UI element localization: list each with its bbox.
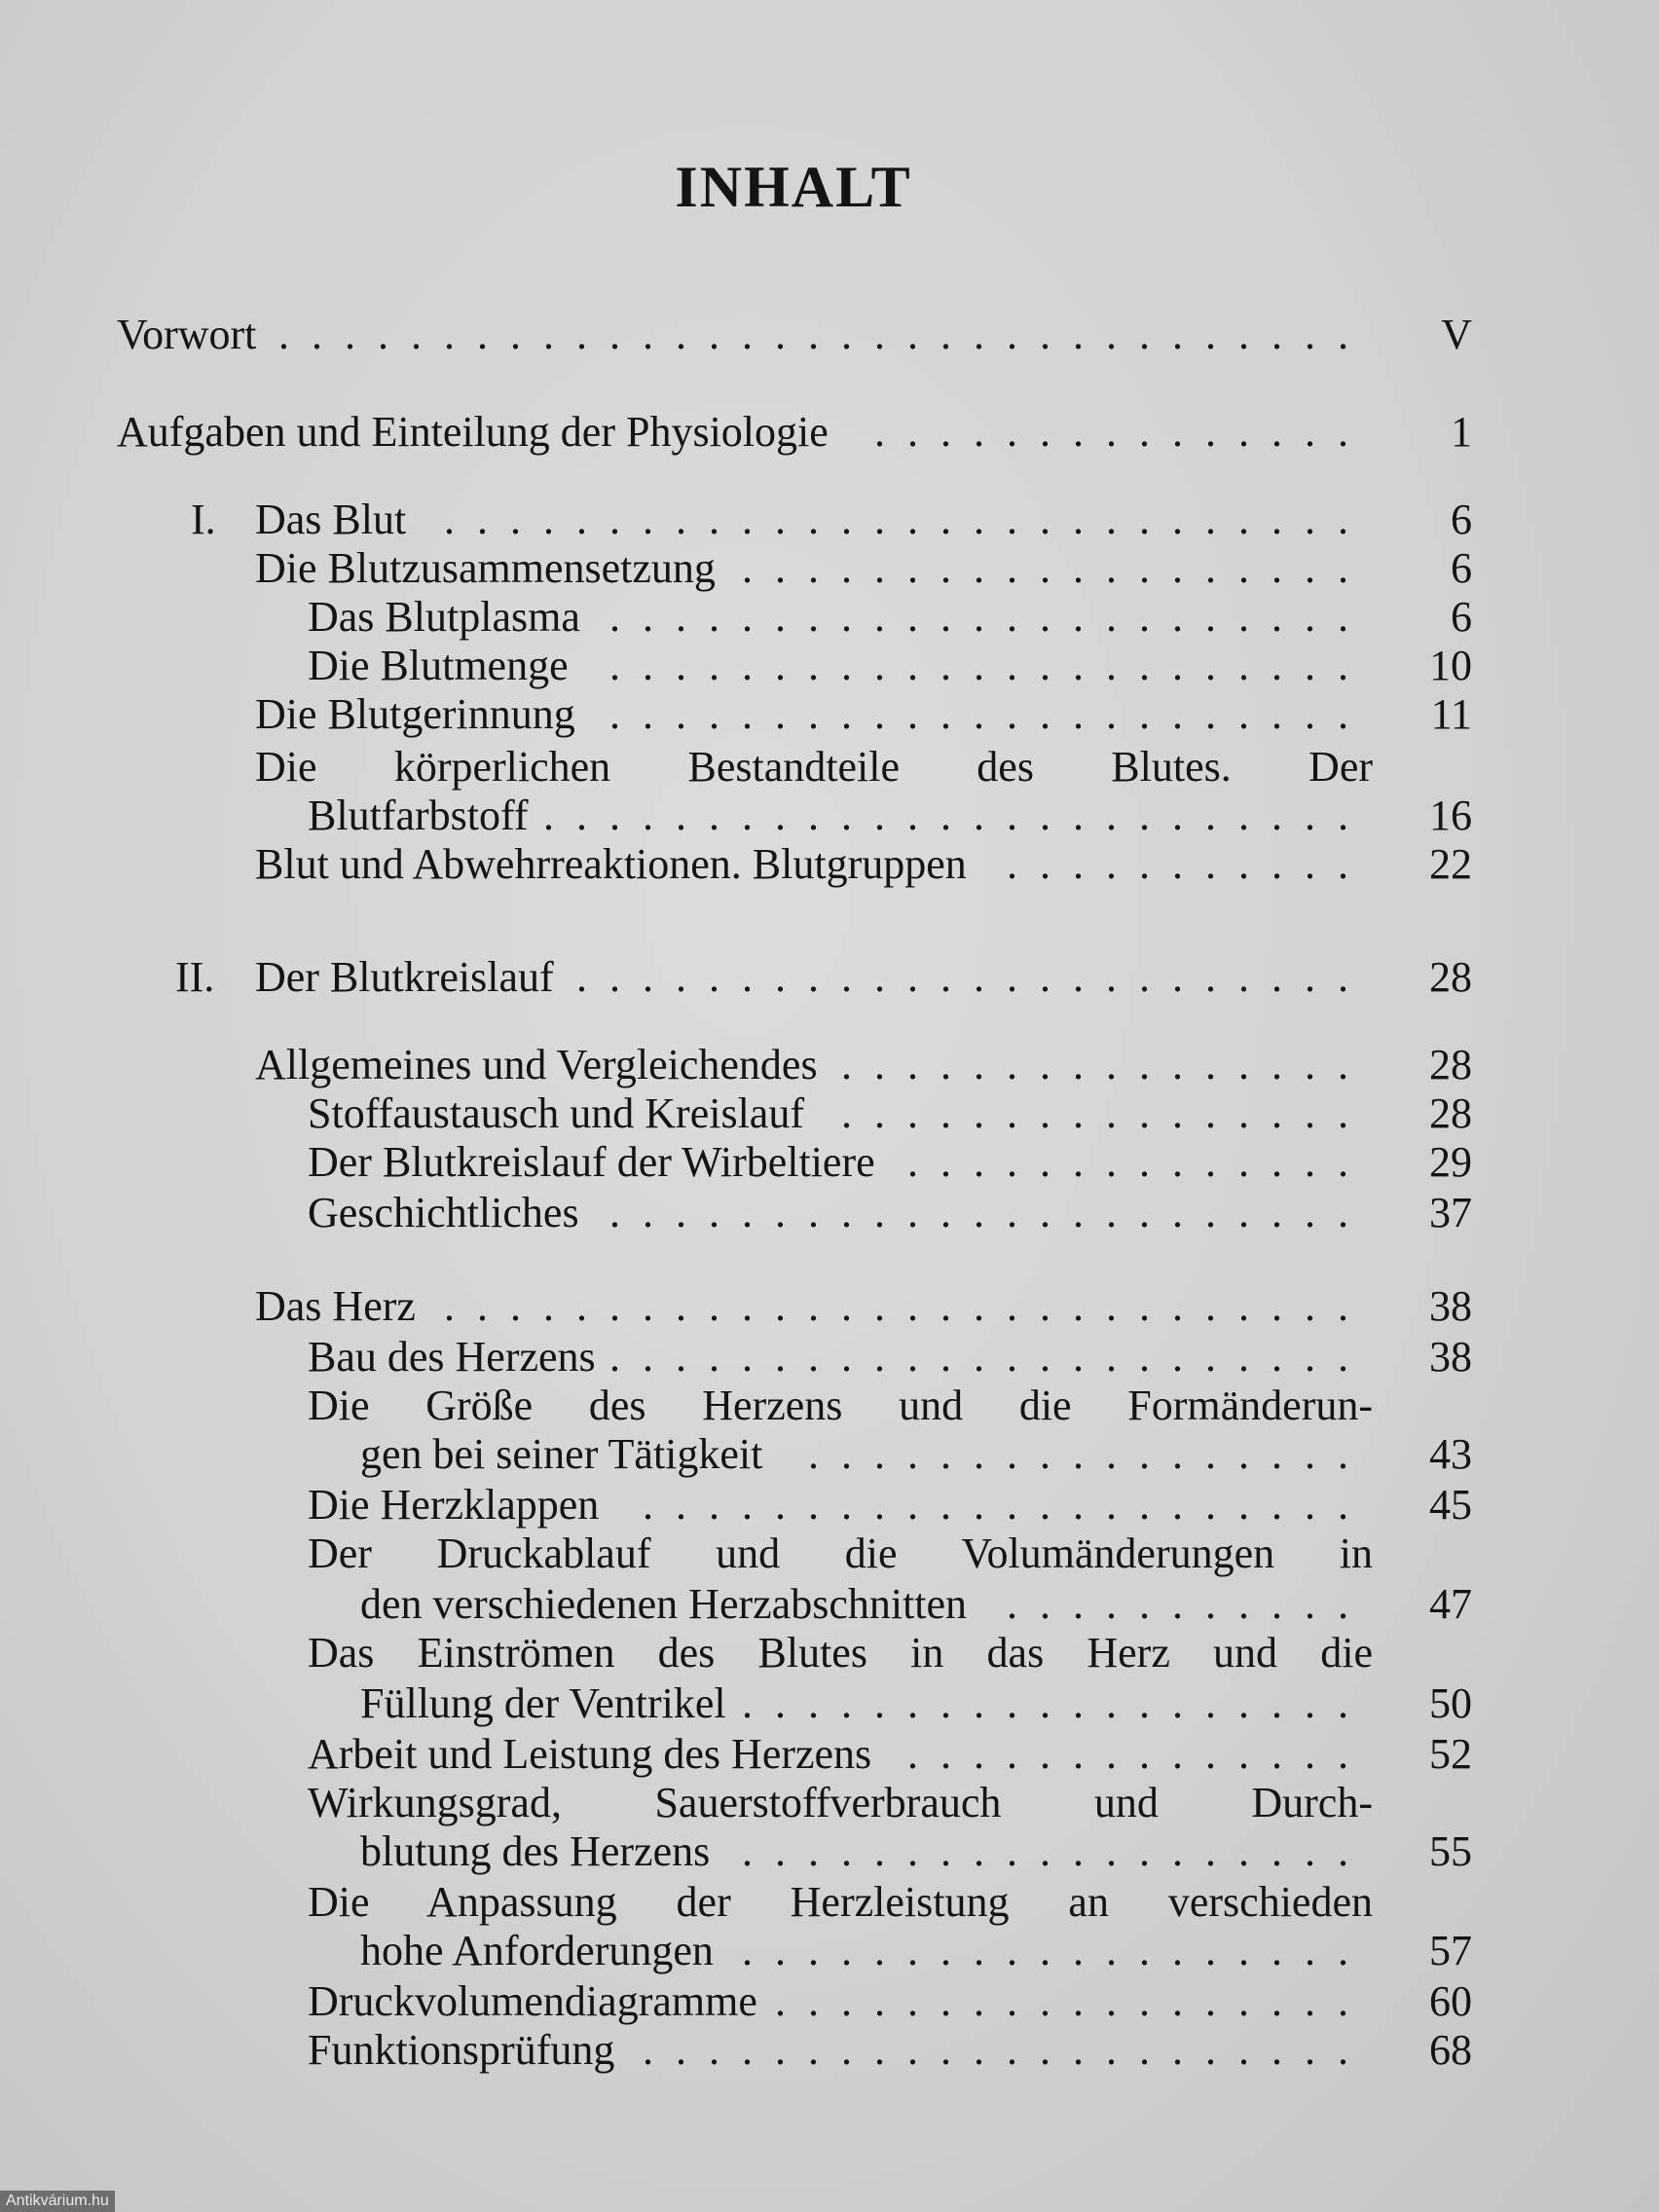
dot-leader: ................................. xyxy=(278,311,1371,358)
dot-leader: ........... xyxy=(1007,1580,1371,1628)
page-number: 22 xyxy=(1429,840,1472,888)
toc-entry-title: Vorwort xyxy=(117,311,257,358)
toc-entry xyxy=(0,1188,1659,1238)
toc-entry xyxy=(0,543,1659,594)
toc-entry xyxy=(0,1976,1659,2027)
page-number: 6 xyxy=(1451,496,1472,543)
toc-entry-title: Stoffaustausch und Kreislauf xyxy=(308,1089,804,1137)
dot-leader: ....................... xyxy=(609,1333,1371,1381)
toc-entry xyxy=(0,839,1659,890)
page-title: INHALT xyxy=(675,155,912,219)
toc-entry-title: Der Druckablauf und die Volumänderungen in xyxy=(308,1530,1373,1577)
dot-leader: ............................ xyxy=(444,496,1371,543)
dot-leader: ................... xyxy=(742,544,1371,592)
toc-entry-title: Blut und Abwehrreaktionen. Blutgruppen xyxy=(255,840,967,888)
toc-entry xyxy=(0,689,1659,740)
toc-entry-title: Das Blutplasma xyxy=(308,593,580,641)
dot-leader: ................... xyxy=(742,1679,1371,1727)
page-number: 47 xyxy=(1429,1580,1472,1628)
page-number: 45 xyxy=(1429,1481,1472,1529)
dot-leader: ........................ xyxy=(576,953,1371,1001)
dot-leader: ................... xyxy=(742,1827,1371,1875)
toc-entry-title: Bau des Herzens xyxy=(308,1333,596,1381)
toc-entry-title: Der Blutkreislauf xyxy=(255,953,554,1001)
page-number: 10 xyxy=(1429,642,1472,689)
page-number: 55 xyxy=(1429,1827,1472,1875)
toc-entry xyxy=(0,1429,1659,1480)
toc-entry-title: Der Blutkreislauf der Wirbeltiere xyxy=(308,1138,875,1186)
toc-entry xyxy=(0,592,1659,643)
dot-leader: ....................... xyxy=(609,593,1371,641)
toc-entry-title: Die Blutmenge xyxy=(308,642,569,689)
toc-entry xyxy=(0,1628,1659,1678)
chapter-number: II. xyxy=(175,953,215,1001)
page-number: 57 xyxy=(1429,1927,1472,1974)
dot-leader: .............. xyxy=(907,1138,1371,1186)
toc-entry xyxy=(0,1088,1659,1139)
toc-entry-title: Funktionsprüfung xyxy=(308,2026,615,2074)
page-number: 16 xyxy=(1429,792,1472,839)
page-number: 6 xyxy=(1451,544,1472,592)
toc-entry-title: Das Herz xyxy=(255,1282,416,1330)
dot-leader: ................ xyxy=(841,1041,1371,1088)
dot-leader: ................. xyxy=(808,1430,1371,1478)
dot-leader: ........... xyxy=(1007,840,1371,888)
page-number: 38 xyxy=(1429,1333,1472,1381)
toc-entry xyxy=(0,310,1659,360)
dot-leader: ...................... xyxy=(643,2026,1371,2074)
toc-entry xyxy=(0,1480,1659,1530)
page-number: 28 xyxy=(1429,1041,1472,1088)
toc-entry-title: Druckvolumendiagramme xyxy=(308,1977,757,2025)
page-number: 52 xyxy=(1429,1730,1472,1778)
page-number: 68 xyxy=(1429,2026,1472,2074)
toc-entry xyxy=(0,1137,1659,1188)
page-number: 11 xyxy=(1430,690,1472,738)
toc-entry xyxy=(0,495,1659,545)
dot-leader: ....................... xyxy=(609,690,1371,738)
dot-leader: ............... xyxy=(874,408,1371,456)
toc-entry-title: Arbeit und Leistung des Herzens xyxy=(308,1730,872,1778)
toc-entry xyxy=(0,952,1659,1003)
toc-entry-title: Füllung der Ventrikel xyxy=(360,1679,726,1727)
toc-entry xyxy=(0,1877,1659,1928)
toc-entry-title: den verschiedenen Herzabschnitten xyxy=(360,1580,968,1628)
toc-entry xyxy=(0,1579,1659,1630)
toc-entry-title: Die Herzklappen xyxy=(308,1481,600,1529)
toc-entry-title: Allgemeines und Vergleichendes xyxy=(255,1041,818,1088)
dot-leader: .................. xyxy=(775,1977,1371,2025)
page-number: V xyxy=(1441,311,1472,358)
toc-entry-title: gen bei seiner Tätigkeit xyxy=(360,1430,763,1478)
toc-entry xyxy=(0,1040,1659,1090)
toc-entry xyxy=(0,1778,1659,1828)
toc-entry-title: Aufgaben und Einteilung der Physiologie xyxy=(117,408,829,456)
toc-entry-title: Die Größe des Herzens und die Formänderun- xyxy=(308,1382,1373,1429)
page-number: 43 xyxy=(1429,1430,1472,1478)
toc-entry-title: Das Einströmen des Blutes in das Herz und die xyxy=(308,1629,1373,1677)
page-number: 50 xyxy=(1429,1679,1472,1727)
toc-entry xyxy=(0,742,1659,793)
toc-entry xyxy=(0,1281,1659,1332)
dot-leader: .............. xyxy=(907,1730,1371,1778)
toc-entry xyxy=(0,1529,1659,1579)
toc-entry-title: Die Blutzusammensetzung xyxy=(255,544,716,592)
toc-entry-title: blutung des Herzens xyxy=(360,1827,711,1875)
toc-entry xyxy=(0,407,1659,458)
page-number: 28 xyxy=(1429,1089,1472,1137)
chapter-number: I. xyxy=(191,496,216,543)
toc-entry-title: Die körperlichen Bestandteile des Blutes. Der xyxy=(255,743,1373,791)
toc-entry-title: Die Anpassung der Herzleistung an verschieden xyxy=(308,1878,1373,1926)
toc-entry xyxy=(0,1332,1659,1382)
page-number: 29 xyxy=(1429,1138,1472,1186)
toc-entry xyxy=(0,791,1659,841)
page-number: 38 xyxy=(1429,1282,1472,1330)
dot-leader: ...................... xyxy=(643,1481,1371,1529)
toc-entry-title: Wirkungsgrad, Sauerstoffverbrauch und Durch- xyxy=(308,1779,1373,1826)
toc-entry xyxy=(0,641,1659,691)
dot-leader: ....................... xyxy=(609,642,1371,689)
dot-leader: ................... xyxy=(742,1927,1371,1974)
watermark: Antikvárium.hu xyxy=(0,2191,115,2212)
toc-entry xyxy=(0,1826,1659,1877)
page-number: 60 xyxy=(1429,1977,1472,2025)
page-number: 6 xyxy=(1451,593,1472,641)
toc-entry xyxy=(0,1926,1659,1976)
dot-leader: ......................... xyxy=(543,792,1371,839)
dot-leader: ....................... xyxy=(609,1189,1371,1236)
toc-entry xyxy=(0,1678,1659,1729)
dot-leader: ................ xyxy=(841,1089,1371,1137)
page-number: 28 xyxy=(1429,953,1472,1001)
toc-entry xyxy=(0,2025,1659,2076)
toc-entry-title: Die Blutgerinnung xyxy=(255,690,575,738)
page-number: 37 xyxy=(1429,1189,1472,1236)
toc-entry-title: Blutfarbstoff xyxy=(308,792,529,839)
toc-entry xyxy=(0,1381,1659,1431)
page-number: 1 xyxy=(1451,408,1472,456)
toc-entry xyxy=(0,1729,1659,1780)
toc-entry-title: Geschichtliches xyxy=(308,1189,579,1236)
dot-leader: ............................ xyxy=(444,1282,1371,1330)
toc-entry-title: hohe Anforderungen xyxy=(360,1927,714,1974)
toc-entry-title: Das Blut xyxy=(255,496,407,543)
